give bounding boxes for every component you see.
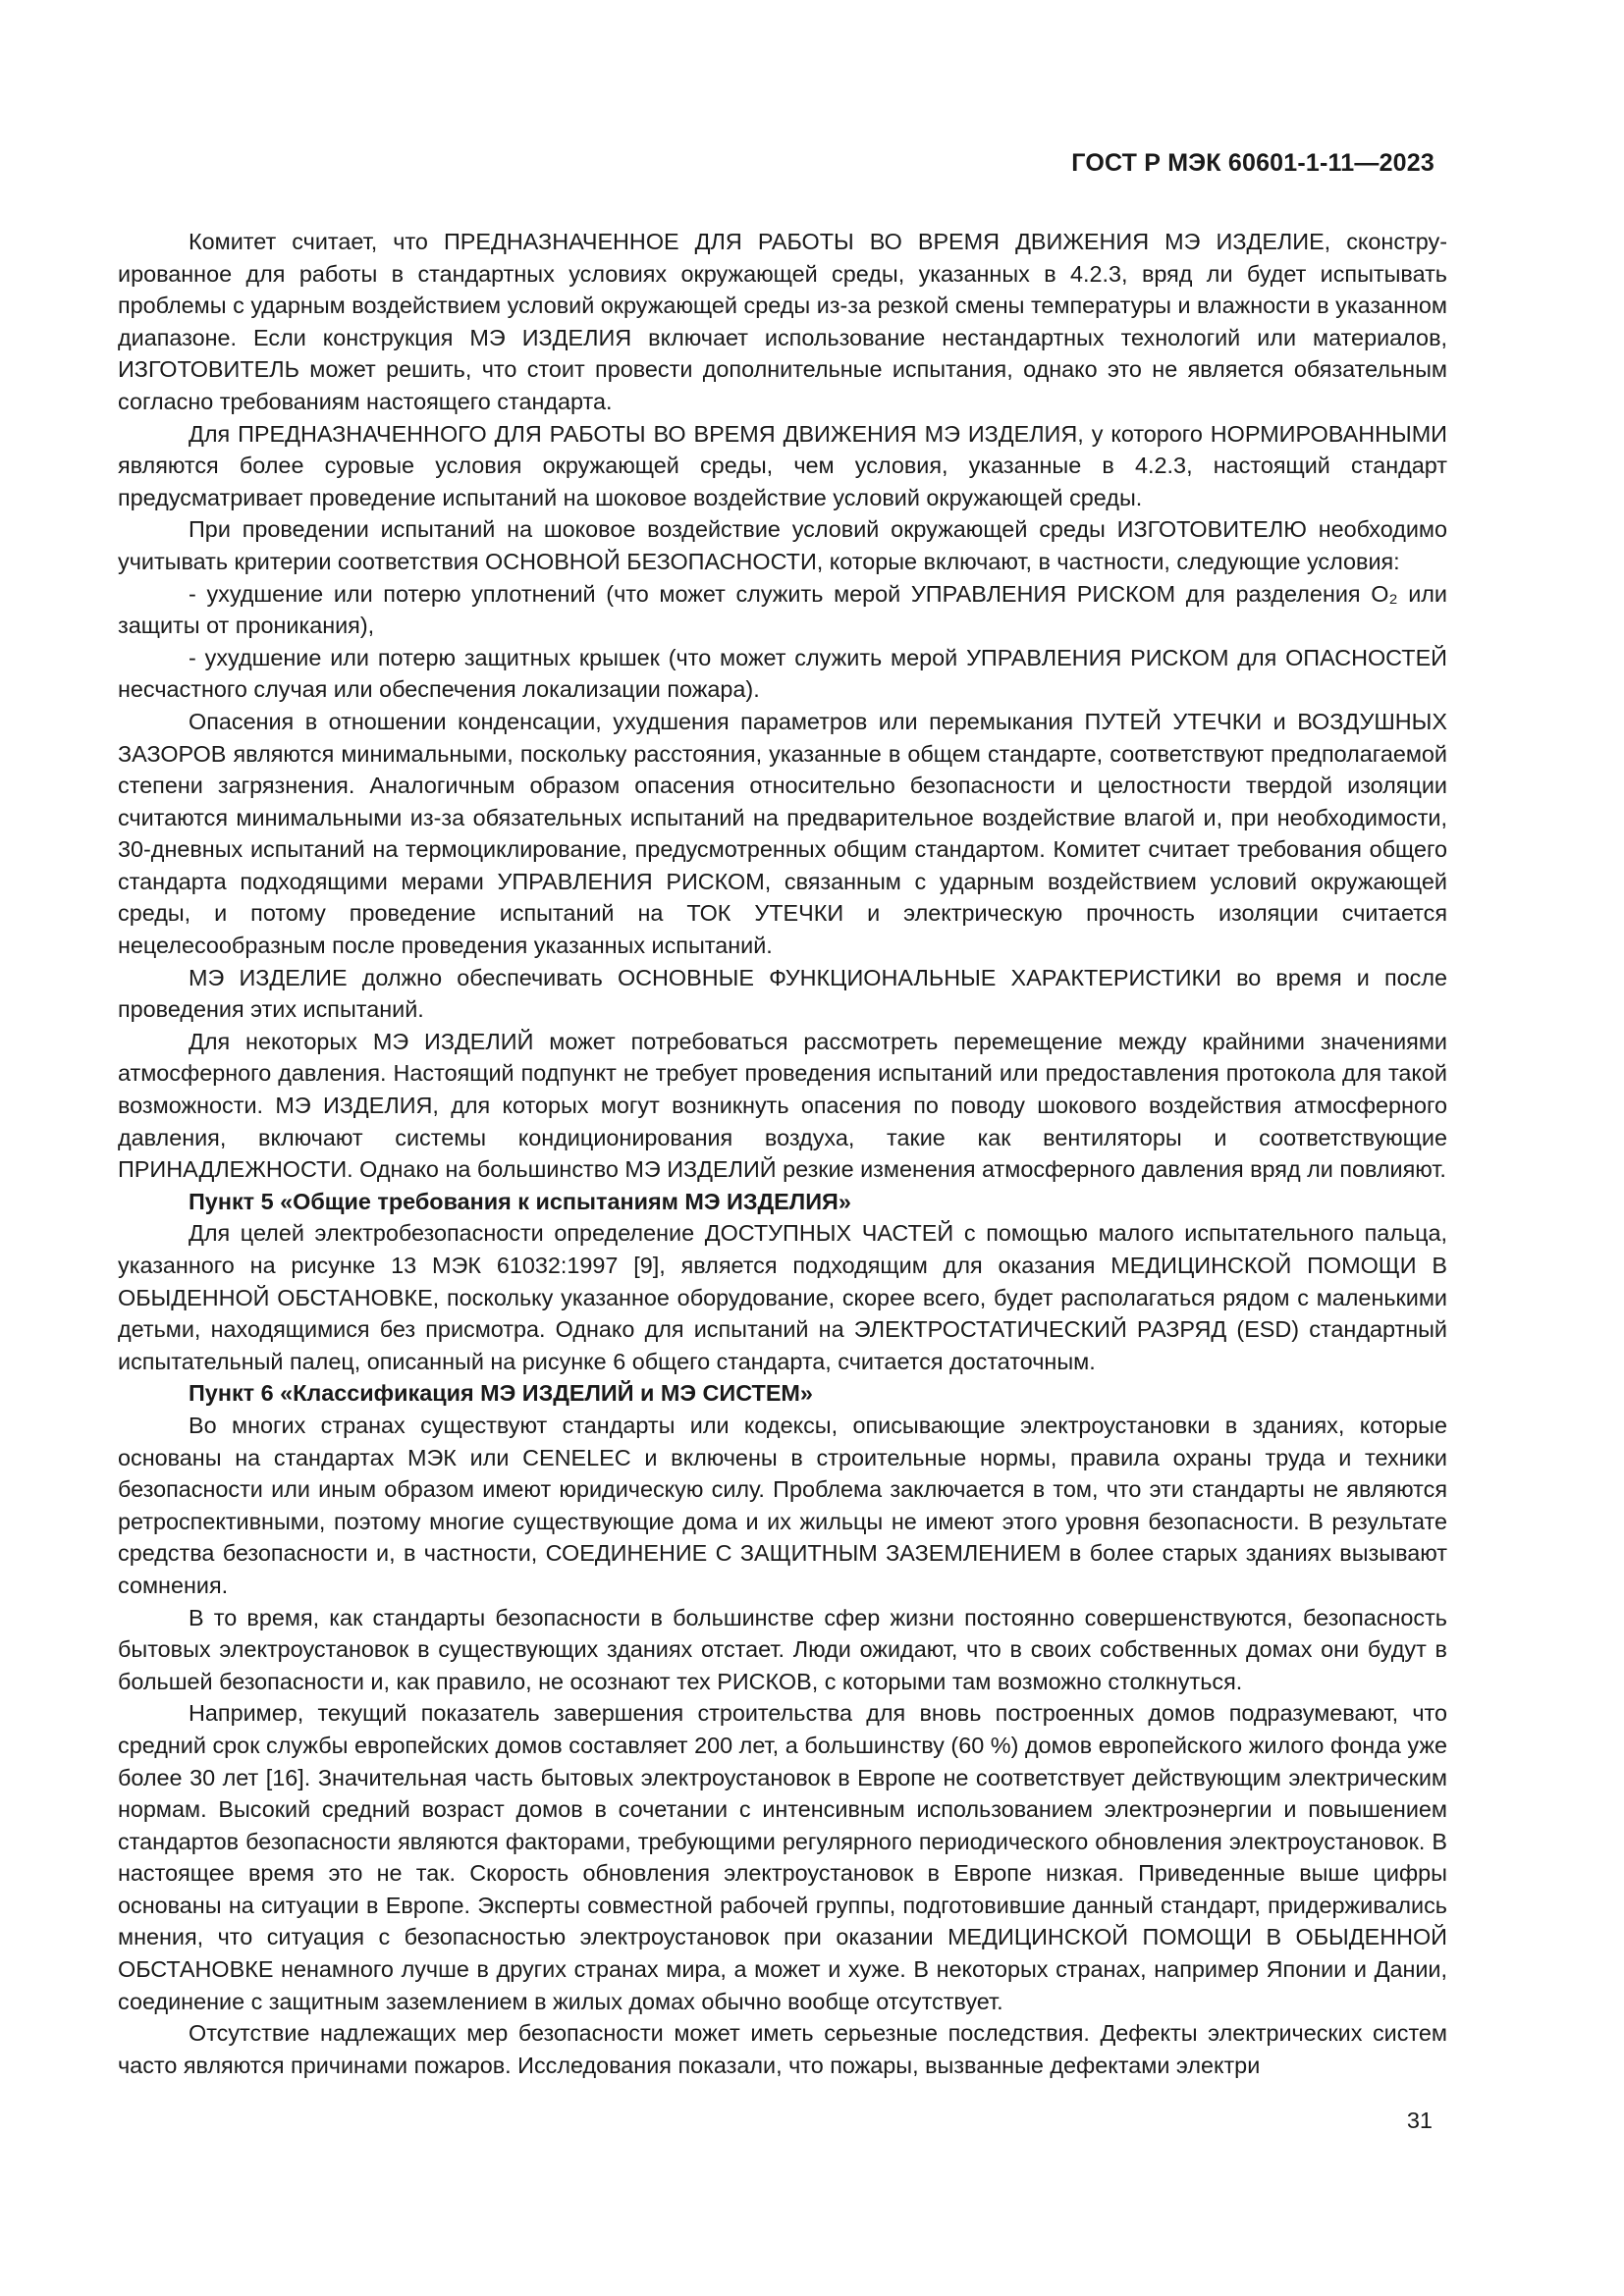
standard-header: ГОСТ Р МЭК 60601-1-11—2023	[1071, 149, 1435, 177]
paragraph: Для некоторых МЭ ИЗДЕЛИЙ может потребоваться рассмотреть перемещение между крайними значениями атмосферного давления. Настоящий подпункт не требует проведения испытаний или предоставления протокола для такой возможности. МЭ ИЗДЕЛИЯ, для которых могут возникнуть опасения по поводу шокового воздействия атмосферного давления, включают системы кондиционирования воздуха, такие как вентиляторы и соответствующие ПРИНАДЛЕЖНОСТИ. Однако на большинство МЭ ИЗДЕЛИЙ резкие изменения атмосферного давления вряд ли повлияют.	[118, 1028, 1447, 1183]
paragraph: При проведении испытаний на шоковое воздействие условий окружающей среды ИЗГОТОВИТЕЛЮ необходимо учитывать критерии соответствия ОСНОВНОЙ БЕЗОПАСНОСТИ, которые включают, в частности, следующие условия:	[118, 516, 1447, 574]
list-item: - ухудшение или потерю уплотнений (что может служить мерой УПРАВЛЕНИЯ РИСКОМ для разделения O₂ или защиты от проникания),	[118, 580, 1447, 639]
section-heading: Пункт 5 «Общие требования к испытаниям МЭ ИЗДЕЛИЯ»	[189, 1188, 851, 1214]
paragraph: Например, текущий показатель завершения строительства для вновь построенных домов подразумевают, что средний срок службы европейских домов составляет 200 лет, а большинству (60 %) домов европейского жилого фонда уже более 30 лет [16]. Значительная часть бытовых электроустановок в Европе не соответствует действующим электрическим нормам. Высокий средний возраст домов в сочетании с интенсивным использованием электроэнергии и повышением стандартов безопасности являются факторами, требующими регулярного периодического обновления электроустановок. В настоящее время это не так. Скорость обновления электроустановок в Европе низкая. Приведенные выше цифры основаны на ситуации в Европе. Эксперты совместной рабочей группы, подготовившие данный стандарт, придерживались мнения, что ситуация с безопасностью электроустановок при оказании МЕДИЦИНСКОЙ ПОМОЩИ В ОБЫДЕННОЙ ОБСТАНОВКЕ ненамного лучше в других странах мира, а может и хуже. В некоторых странах, например Японии и Дании, соединение с защитным заземлением в жилых домах обычно вообще отсутствует.	[118, 1700, 1447, 2014]
list-item: - ухудшение или потерю защитных крышек (что может служить мерой УПРАВЛЕНИЯ РИСКОМ для ОПАСНОСТЕЙ несчастного случая или обеспечения локализации пожара).	[118, 644, 1447, 703]
paragraph: В то время, как стандарты безопасности в большинстве сфер жизни постоянно совершенствуются, безопасность бытовых электроустановок в существующих зданиях отстает. Люди ожидают, что в своих собственных домах они будут в большей безопасности и, как правило, не осознают тех РИСКОВ, с которыми там возможно столкнуться.	[118, 1604, 1447, 1694]
paragraph: Комитет считает, что ПРЕДНАЗНАЧЕННОЕ ДЛЯ РАБОТЫ ВО ВРЕМЯ ДВИЖЕНИЯ МЭ ИЗДЕЛИЕ, сконструированное для работы в стандартных условиях окружающей среды, указанных в 4.2.3, вряд ли будет испытывать проблемы с ударным воздействием условий окружающей среды из-за резкой смены температуры и влажности в указанном диапазоне. Если конструкция МЭ ИЗДЕЛИЯ включает использование нестандартных технологий или материалов, ИЗГОТОВИТЕЛЬ может решить, что стоит провести дополнительные испытания, однако это не является обязательным согласно требованиям настоящего стандарта.	[118, 229, 1447, 414]
document-body	[118, 226, 1447, 2081]
section-heading: Пункт 6 «Классификация МЭ ИЗДЕЛИЙ и МЭ СИСТЕМ»	[189, 1380, 813, 1407]
paragraph: МЭ ИЗДЕЛИЕ должно обеспечивать ОСНОВНЫЕ ФУНКЦИОНАЛЬНЫЕ ХАРАКТЕРИСТИКИ во время и после проведения этих испытаний.	[118, 964, 1447, 1023]
paragraph: Для целей электробезопасности определение ДОСТУПНЫХ ЧАСТЕЙ с помощью малого испытательного пальца, указанного на рисунке 13 МЭК 61032:1997 [9], является подходящим для оказания МЕДИЦИНСКОЙ ПОМОЩИ В ОБЫДЕННОЙ ОБСТАНОВКЕ, поскольку указанное оборудование, скорее всего, будет располагаться рядом с маленькими детьми, находящимися без присмотра. Однако для испытаний на ЭЛЕКТРОСТАТИЧЕСКИЙ РАЗРЯД (ESD) стандартный испытательный палец, описанный на рисунке 6 общего стандарта, считается достаточным.	[118, 1220, 1447, 1374]
paragraph: Опасения в отношении конденсации, ухудшения параметров или перемыкания ПУТЕЙ УТЕЧКИ и ВОЗДУШНЫХ ЗАЗОРОВ являются минимальными, поскольку расстояния, указанные в общем стандарте, соответствуют предполагаемой степени загрязнения. Аналогичным образом опасения относительно безопасности и целостности твердой изоляции считаются минимальными из-за обязательных испытаний на предварительное воздействие влагой и, при необходимости, 30-дневных испытаний на термоциклирование, предусмотренных общим стандартом. Комитет считает требования общего стандарта подходящими мерами УПРАВЛЕНИЯ РИСКОМ, связанным с ударным воздействием условий окружающей среды, и потому проведение испытаний на ТОК УТЕЧКИ и электрическую прочность изоляции считается нецелесообразным после проведения указанных испытаний.	[118, 708, 1447, 959]
paragraph: Отсутствие надлежащих мер безопасности может иметь серьезные последствия. Дефекты электрических систем часто являются причинами пожаров. Исследования показали, что пожары, вызванные дефектами электри	[118, 2020, 1447, 2078]
page-number: 31	[1406, 2108, 1433, 2133]
paragraph: Для ПРЕДНАЗНАЧЕННОГО ДЛЯ РАБОТЫ ВО ВРЕМЯ ДВИЖЕНИЯ МЭ ИЗДЕЛИЯ, у которого НОРМИРОВАННЫМИ являются более суровые условия окружающей среды, чем условия, указанные в 4.2.3, настоящий стандарт предусматривает проведение испытаний на шоковое воздействие условий окружающей среды.	[118, 420, 1447, 510]
paragraph: Во многих странах существуют стандарты или кодексы, описывающие электроустановки в зданиях, которые основаны на стандартах МЭК или CENELEC и включены в строительные нормы, правила охраны труда и техники безопасности или иным образом имеют юридическую силу. Проблема заключается в том, что эти стандарты не являются ретроспективными, поэтому многие существующие дома и их жильцы не имеют этого уровня безопасности. В результате средства безопасности и, в частности, СОЕДИНЕНИЕ С ЗАЩИТНЫМ ЗАЗЕМЛЕНИЕМ в более старых зданиях вызывают сомнения.	[118, 1412, 1447, 1598]
